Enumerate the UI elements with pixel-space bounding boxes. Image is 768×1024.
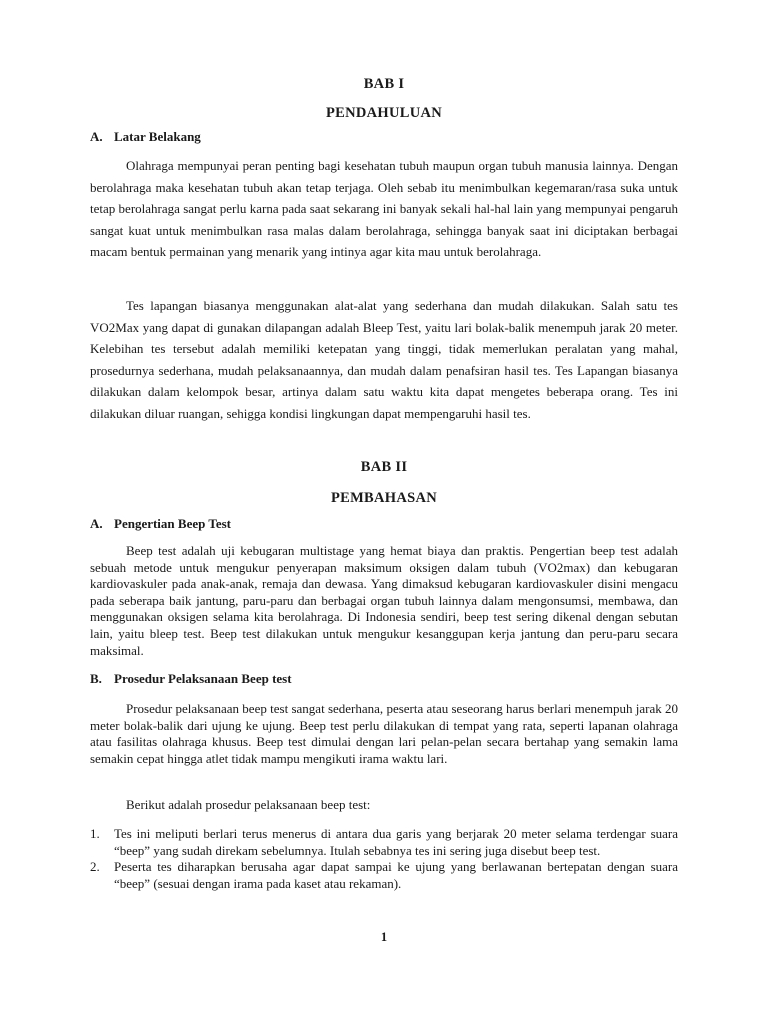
list-item bbox=[90, 859, 678, 892]
section-letter: A. bbox=[90, 129, 103, 144]
chapter-1-subtitle: PENDAHULUAN bbox=[325, 105, 443, 121]
section-title: Latar Belakang bbox=[114, 129, 201, 144]
paragraph-latar-belakang-2: Tes lapangan biasanya menggunakan alat-alat yang sederhana dan mudah dilakukan. Salah satu tes VO2Max yang dapat di gunakan dilapangan adalah Bleep Test, yaitu lari bolak-balik menempuh jarak 20 meter. Kelebihan tes tersebut adalah memiliki ketepatan yang tinggi, tidak memerlukan peralatan yang mahal, prosedurnya sederhana, mudah pelaksanaannya, dan mudah dalam penafsiran hasil tes. Tes Lapangan biasanya dilakukan dalam kelompok besar, artinya dalam satu waktu kita dapat mengetes beberapa orang. Tes ini dilakukan diluar ruangan, sehigga kondisi lingkungan dapat mempengaruhi hasil tes. bbox=[90, 298, 678, 421]
procedure-list bbox=[90, 826, 678, 892]
list-item bbox=[90, 826, 678, 859]
section-heading-latar-belakang bbox=[90, 129, 201, 145]
section-heading-pengertian bbox=[90, 516, 231, 532]
page-number: 1 bbox=[380, 930, 388, 944]
list-item-number: 1. bbox=[90, 826, 100, 841]
list-item-text: Peserta tes diharapkan berusaha agar dapat sampai ke ujung yang berlawanan bertepatan dengan suara “beep” (sesuai dengan irama pada kaset atau rekaman). bbox=[114, 859, 678, 891]
section-letter: A. bbox=[90, 516, 103, 531]
chapter-1-title: BAB I bbox=[363, 76, 405, 92]
list-item-text: Tes ini meliputi berlari terus menerus di antara dua garis yang berjarak 20 meter selama terdengar suara “beep” yang sudah direkam sebelumnya. Itulah sebabnya tes ini sering juga disebut beep test. bbox=[114, 826, 678, 858]
paragraph-latar-belakang-1: Olahraga mempunyai peran penting bagi kesehatan tubuh maupun organ tubuh manusia lainnya. Dengan berolahraga maka kesehatan tubuh akan tetap terjaga. Oleh sebab itu menimbulkan kegemaran/rasa suka untuk tetap berolahraga sangat perlu karna pada saat sekarang ini banyak sekali hal-hal lain yang mempunyai pengaruh sangat kuat untuk menimbulkan rasa malas dalam berolahraga, sehingga banyak saat ini diciptakan berbagai macam bentuk permainan yang menarik yang intinya agar kita mau untuk berolahraga. bbox=[90, 158, 678, 260]
section-title: Prosedur Pelaksanaan Beep test bbox=[114, 671, 292, 686]
chapter-2-title: BAB II bbox=[360, 459, 408, 475]
section-title: Pengertian Beep Test bbox=[114, 516, 231, 531]
list-item-number: 2. bbox=[90, 859, 100, 875]
section-letter: B. bbox=[90, 671, 102, 686]
paragraph-prosedur-1: Prosedur pelaksanaan beep test sangat sederhana, peserta atau seseorang harus berlari menempuh jarak 20 meter bolak-balik dari ujung ke ujung. Beep test perlu dilakukan di tempat yang rata, seperti lapanan olahraga atau fasilitas olahraga khusus. Beep test dimulai dengan lari pelan-pelan secara bertahap yang semakin lama semakin cepat hingga atlet tidak mampu mengikuti irama waktu lari. bbox=[90, 701, 678, 766]
section-heading-prosedur bbox=[90, 671, 292, 687]
chapter-2-subtitle: PEMBAHASAN bbox=[330, 490, 438, 506]
paragraph-prosedur-2: Berikut adalah prosedur pelaksanaan beep test: bbox=[126, 797, 371, 812]
paragraph-pengertian: Beep test adalah uji kebugaran multistage yang hemat biaya dan praktis. Pengertian beep test adalah sebuah metode untuk mengukur penyerapan maksimum oksigen dalam tubuh (VO2max) dan kebugaran kardiovaskuler pada anak-anak, remaja dan dewasa. Yang dimaksud kebugaran kardiovaskuler disini mengacu pada seberapa baik jantung, paru-paru dan berbagai organ tubuh lainnya dalam mengonsumsi, membawa, dan menggunakan oksigen selama kita berolahraga. Di Indonesia sendiri, beep test sering dikenal dengan sebutan lain, yaitu bleep test. Beep test dilakukan untuk mengukur kesanggupan kerja jantung dan peru-paru secara maksimal. bbox=[90, 543, 678, 658]
